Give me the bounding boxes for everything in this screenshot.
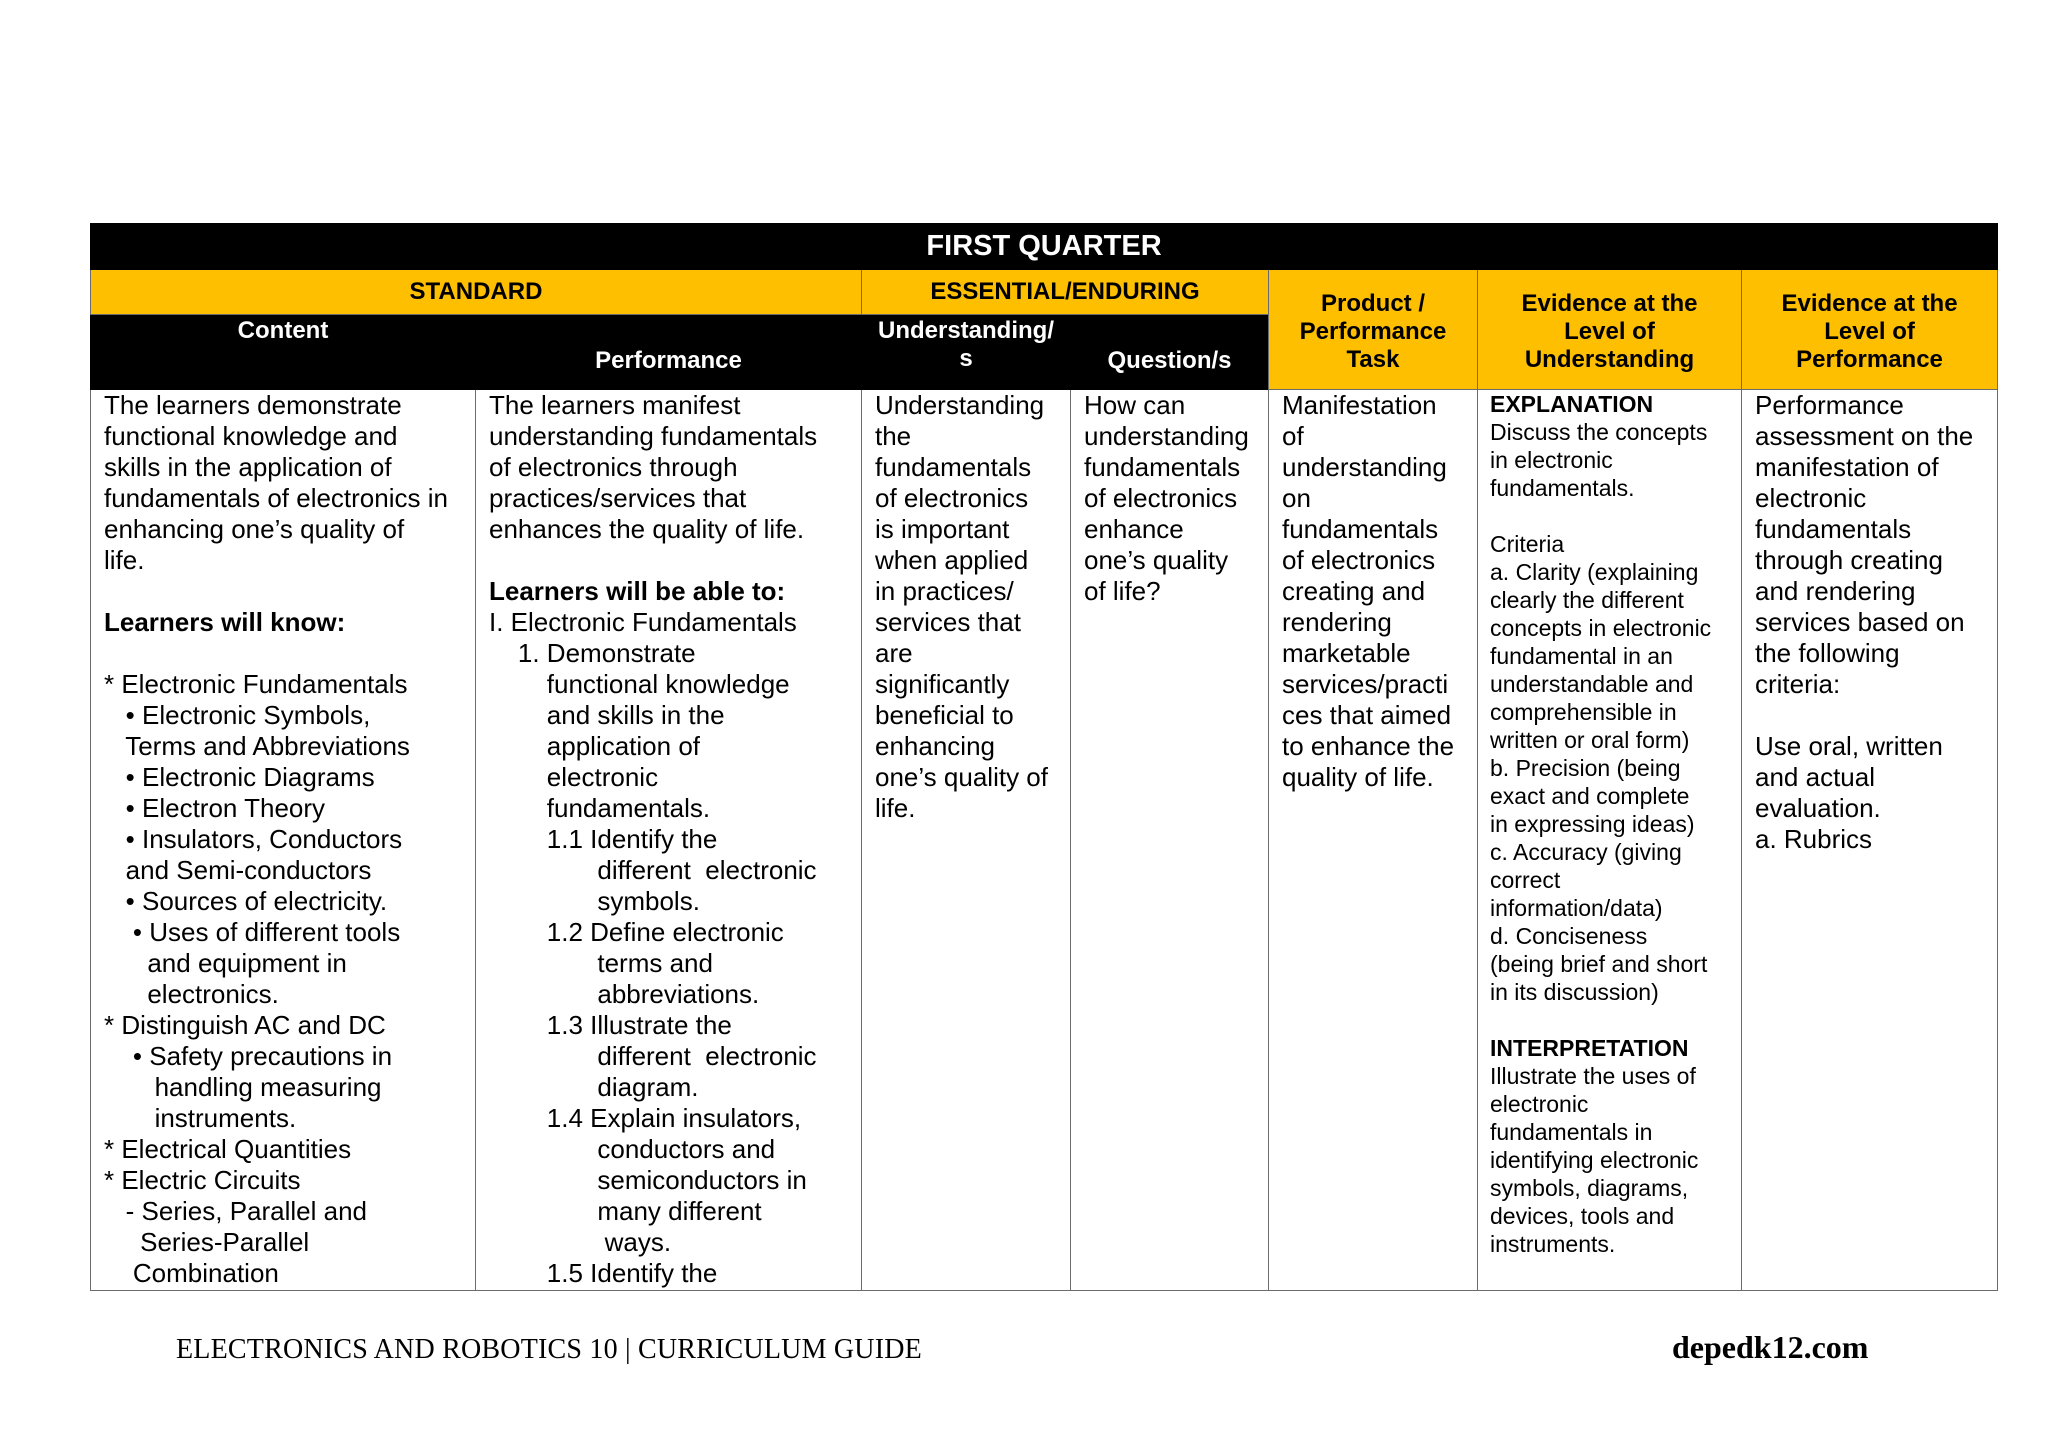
text-line: Manifestation [1282, 390, 1437, 420]
header-line: Task [1346, 345, 1400, 373]
text-line: Understanding [875, 390, 1045, 420]
text-line: fundamentals. [1490, 475, 1635, 501]
text-line: understandable and [1490, 671, 1694, 697]
text-line: handling measuring [104, 1072, 382, 1102]
text-line: enhancing [875, 731, 995, 761]
text-line: ways. [489, 1227, 672, 1257]
text-line: beneficial to [875, 700, 1014, 730]
text-line: in practices/ [875, 576, 1014, 606]
text-line: services that [875, 607, 1021, 637]
evidence-understanding-cell [1478, 390, 1742, 1291]
questions-header: Question/s [1071, 315, 1269, 390]
header-line: Product / [1320, 289, 1425, 317]
text-line: and Semi-conductors [104, 855, 372, 885]
text-line: Criteria [1490, 531, 1565, 557]
text-line: (being brief and short [1490, 951, 1708, 977]
evidence-performance-header [1742, 270, 1998, 390]
text-line [104, 638, 467, 669]
text-line: fundamentals [1084, 452, 1241, 482]
text-line: through creating [1755, 545, 1943, 575]
text-line: functional knowledge and [104, 421, 398, 451]
text-line: * Electrical Quantities [104, 1134, 352, 1164]
text-line: terms and [489, 948, 713, 978]
text-line: of electronics [1084, 483, 1238, 513]
text-line: one’s quality of [875, 762, 1048, 792]
text-line: • Electron Theory [104, 793, 326, 823]
text-line: application of [489, 731, 701, 761]
text-line [104, 576, 467, 607]
text-line: comprehensible in [1490, 699, 1677, 725]
text-line: services based on [1755, 607, 1965, 637]
content-header: Content [91, 315, 476, 390]
text-line: Learners will be able to: [489, 576, 786, 606]
text-line: The learners demonstrate [104, 390, 402, 420]
text-line: one’s quality [1084, 545, 1229, 575]
text-line: Terms and Abbreviations [104, 731, 410, 761]
text-line: understanding fundamentals [489, 421, 818, 451]
text-line: enhance [1084, 514, 1184, 544]
header-line: Evidence at the [1521, 289, 1698, 317]
product-task-header [1269, 270, 1478, 390]
performance-header: Performance [476, 315, 862, 390]
product-task-cell [1269, 390, 1478, 1291]
text-line: 1.1 Identify the [489, 824, 718, 854]
standard-header: STANDARD [91, 270, 862, 315]
interpretation-heading: INTERPRETATION [1490, 1035, 1689, 1061]
text-line: in electronic [1490, 447, 1613, 473]
header-line: Understanding [1524, 345, 1695, 373]
text-line: • Electronic Symbols, [104, 700, 371, 730]
text-line: different electronic [489, 855, 817, 885]
text-line: 1.4 Explain insulators, [489, 1103, 802, 1133]
text-line: electronics. [104, 979, 279, 1009]
text-line: fundamentals. [489, 793, 711, 823]
text-line: Illustrate the uses of [1490, 1063, 1696, 1089]
text-line: information/data) [1490, 895, 1663, 921]
text-line: instruments. [104, 1103, 297, 1133]
text-line: fundamentals in [1490, 1119, 1653, 1145]
text-line: creating and [1282, 576, 1426, 606]
text-line: understanding [1084, 421, 1249, 451]
performance-cell [476, 390, 862, 1291]
footer-site-link[interactable]: depedk12.com [1672, 1329, 1869, 1365]
evidence-understanding-header [1478, 270, 1742, 390]
text-line: semiconductors in [489, 1165, 807, 1195]
text-line: 1.3 Illustrate the [489, 1010, 732, 1040]
understanding-cell [862, 390, 1071, 1291]
interpretation-body [1490, 1062, 1733, 1258]
text-line: and actual [1755, 762, 1875, 792]
header-line: s [959, 345, 973, 372]
text-line: rendering [1282, 607, 1392, 637]
text-line: 1. Demonstrate [489, 638, 696, 668]
text-line: marketable [1282, 638, 1411, 668]
text-line: the following [1755, 638, 1900, 668]
header-line: Performance [1796, 345, 1943, 373]
understandings-header [862, 315, 1071, 390]
text-line: identifying electronic [1490, 1147, 1699, 1173]
text-line: • Electronic Diagrams [104, 762, 375, 792]
text-line: Combination [104, 1258, 279, 1288]
text-line: functional knowledge [489, 669, 790, 699]
text-line: when applied [875, 545, 1029, 575]
text-line: assessment on the [1755, 421, 1974, 451]
text-line: c. Accuracy (giving [1490, 839, 1682, 865]
text-line: conductors and [489, 1134, 776, 1164]
text-line: 1.2 Define electronic [489, 917, 784, 947]
text-line: to enhance the [1282, 731, 1455, 761]
text-line: • Safety precautions in [104, 1041, 393, 1071]
text-line: fundamentals of electronics in [104, 483, 448, 513]
text-line: abbreviations. [489, 979, 760, 1009]
text-line: • Insulators, Conductors [104, 824, 403, 854]
header-line: Evidence at the [1781, 289, 1958, 317]
text-line [1490, 1006, 1733, 1034]
text-line: How can [1084, 390, 1186, 420]
text-line: life. [104, 545, 145, 575]
text-line: d. Conciseness [1490, 923, 1648, 949]
text-line: quality of life. [1282, 762, 1434, 792]
text-line: in its discussion) [1490, 979, 1659, 1005]
text-line: * Electronic Fundamentals [104, 669, 408, 699]
text-line: I. Electronic Fundamentals [489, 607, 797, 637]
text-line: diagram. [489, 1072, 699, 1102]
explanation-body [1490, 418, 1733, 1034]
text-line: of [1282, 421, 1304, 451]
text-line: is important [875, 514, 1010, 544]
text-line: skills in the application of [104, 452, 392, 482]
text-line: devices, tools and [1490, 1203, 1675, 1229]
text-line [1755, 700, 1989, 731]
text-line: symbols. [489, 886, 700, 916]
text-line: Learners will know: [104, 607, 346, 637]
header-line: Level of [1564, 317, 1655, 345]
text-line: life. [875, 793, 916, 823]
text-line: understanding [1282, 452, 1447, 482]
text-line: many different [489, 1196, 762, 1226]
text-line: and equipment in [104, 948, 347, 978]
text-line: in expressing ideas) [1490, 811, 1695, 837]
header-line: Performance [1299, 317, 1447, 345]
text-line: of electronics [1282, 545, 1436, 575]
text-line: of electronics [875, 483, 1029, 513]
text-line [489, 545, 853, 576]
text-line: instruments. [1490, 1231, 1616, 1257]
curriculum-table [90, 223, 1998, 1291]
text-line: criteria: [1755, 669, 1841, 699]
text-line: fundamentals [1755, 514, 1912, 544]
text-line: enhancing one’s quality of [104, 514, 405, 544]
text-line: * Distinguish AC and DC [104, 1010, 386, 1040]
text-line: • Uses of different tools [104, 917, 401, 947]
text-line: Performance [1755, 390, 1904, 420]
text-line: written or oral form) [1490, 727, 1690, 753]
text-line: correct [1490, 867, 1561, 893]
text-line: a. Clarity (explaining [1490, 559, 1699, 585]
text-line: are [875, 638, 913, 668]
header-line: Level of [1824, 317, 1915, 345]
essential-header: ESSENTIAL/ENDURING [862, 270, 1269, 315]
text-line: enhances the quality of life. [489, 514, 805, 544]
text-line: symbols, diagrams, [1490, 1175, 1689, 1201]
header-line: Understanding/ [877, 317, 1054, 344]
text-line: fundamentals [1282, 514, 1439, 544]
text-line: practices/services that [489, 483, 747, 513]
text-line: Discuss the concepts [1490, 419, 1708, 445]
quarter-title: FIRST QUARTER [91, 224, 1998, 270]
text-line: 1.5 Identify the [489, 1258, 718, 1288]
text-line: concepts in electronic [1490, 615, 1712, 641]
text-line: the [875, 421, 912, 451]
text-line: exact and complete [1490, 783, 1690, 809]
text-line: * Electric Circuits [104, 1165, 301, 1195]
text-line: clearly the different [1490, 587, 1684, 613]
text-line: and rendering [1755, 576, 1916, 606]
text-line: Use oral, written [1755, 731, 1943, 761]
footer-guide-title: ELECTRONICS AND ROBOTICS 10 | CURRICULUM GUIDE [176, 1334, 922, 1365]
text-line: fundamentals [875, 452, 1032, 482]
text-line: ces that aimed [1282, 700, 1452, 730]
text-line: fundamental in an [1490, 643, 1673, 669]
text-line: electronic [1490, 1091, 1589, 1117]
text-line: different electronic [489, 1041, 817, 1071]
text-line: Series-Parallel [104, 1227, 310, 1257]
text-line: electronic [489, 762, 659, 792]
evidence-performance-cell [1742, 390, 1998, 1291]
text-line: on [1282, 483, 1311, 513]
text-line: services/practi [1282, 669, 1449, 699]
text-line: b. Precision (being [1490, 755, 1681, 781]
text-line: electronic [1755, 483, 1867, 513]
text-line: significantly [875, 669, 1010, 699]
text-line: manifestation of [1755, 452, 1939, 482]
text-line: of electronics through [489, 452, 738, 482]
text-line: of life? [1084, 576, 1161, 606]
text-line: - Series, Parallel and [104, 1196, 368, 1226]
text-line: The learners manifest [489, 390, 741, 420]
text-line: • Sources of electricity. [104, 886, 388, 916]
question-cell [1071, 390, 1269, 1291]
text-line: evaluation. [1755, 793, 1881, 823]
text-line: a. Rubrics [1755, 824, 1873, 854]
text-line [1490, 502, 1733, 530]
explanation-heading: EXPLANATION [1490, 391, 1654, 417]
text-line: and skills in the [489, 700, 725, 730]
content-cell [91, 390, 476, 1291]
